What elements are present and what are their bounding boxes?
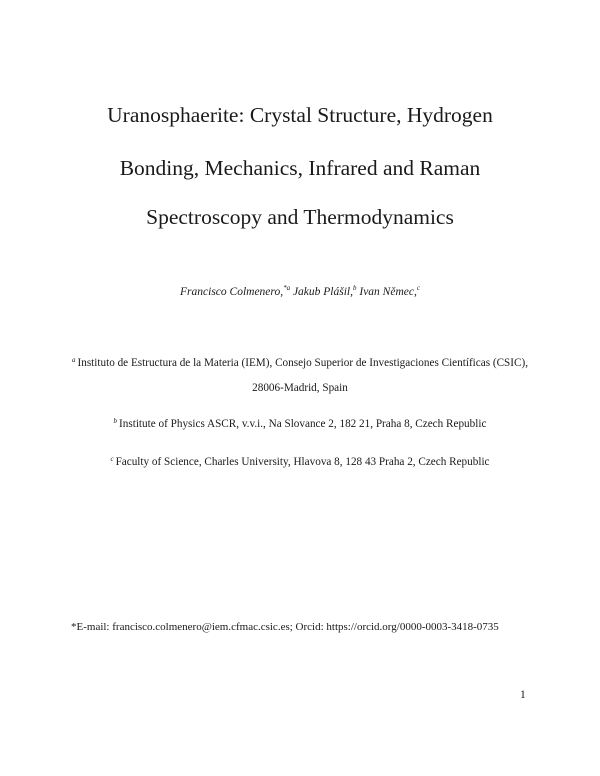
page-number: 1	[520, 689, 526, 701]
title-line-3: Spectroscopy and Thermodynamics	[146, 205, 454, 229]
author-name: Jakub Plášil,	[292, 286, 353, 298]
affiliation-a	[0, 356, 600, 370]
affiliation-text: Faculty of Science, Charles University, Hlavova 8, 128 43 Praha 2, Czech Republic	[115, 456, 490, 468]
author-mark: b	[353, 284, 357, 292]
author-name: Ivan Němec,	[359, 286, 417, 298]
author-list	[0, 286, 600, 298]
corresponding-author-footnote: *E-mail: francisco.colmenero@iem.cfmac.csic.es; Orcid: https://orcid.org/0000-0003-3418-0735	[71, 621, 499, 633]
affiliation-b	[0, 417, 600, 431]
author-name: Francisco Colmenero,	[180, 286, 284, 298]
affiliation-mark: b	[113, 417, 118, 425]
affiliation-mark: a	[72, 356, 76, 364]
title-line-1: Uranosphaerite: Crystal Structure, Hydrogen	[107, 103, 493, 127]
author-mark: c	[416, 284, 420, 292]
author-mark: *a	[283, 284, 291, 292]
affiliation-a-continued: 28006-Madrid, Spain	[252, 382, 348, 394]
affiliation-c	[0, 455, 600, 469]
affiliation-text: Instituto de Estructura de la Materia (IEM), Consejo Superior de Investigaciones Científicas (CSIC),	[77, 357, 528, 369]
affiliation-mark: c	[110, 455, 114, 463]
affiliation-text: Institute of Physics ASCR, v.v.i., Na Slovance 2, 182 21, Praha 8, Czech Republic	[119, 418, 487, 430]
title-line-2: Bonding, Mechanics, Infrared and Raman	[119, 156, 481, 180]
